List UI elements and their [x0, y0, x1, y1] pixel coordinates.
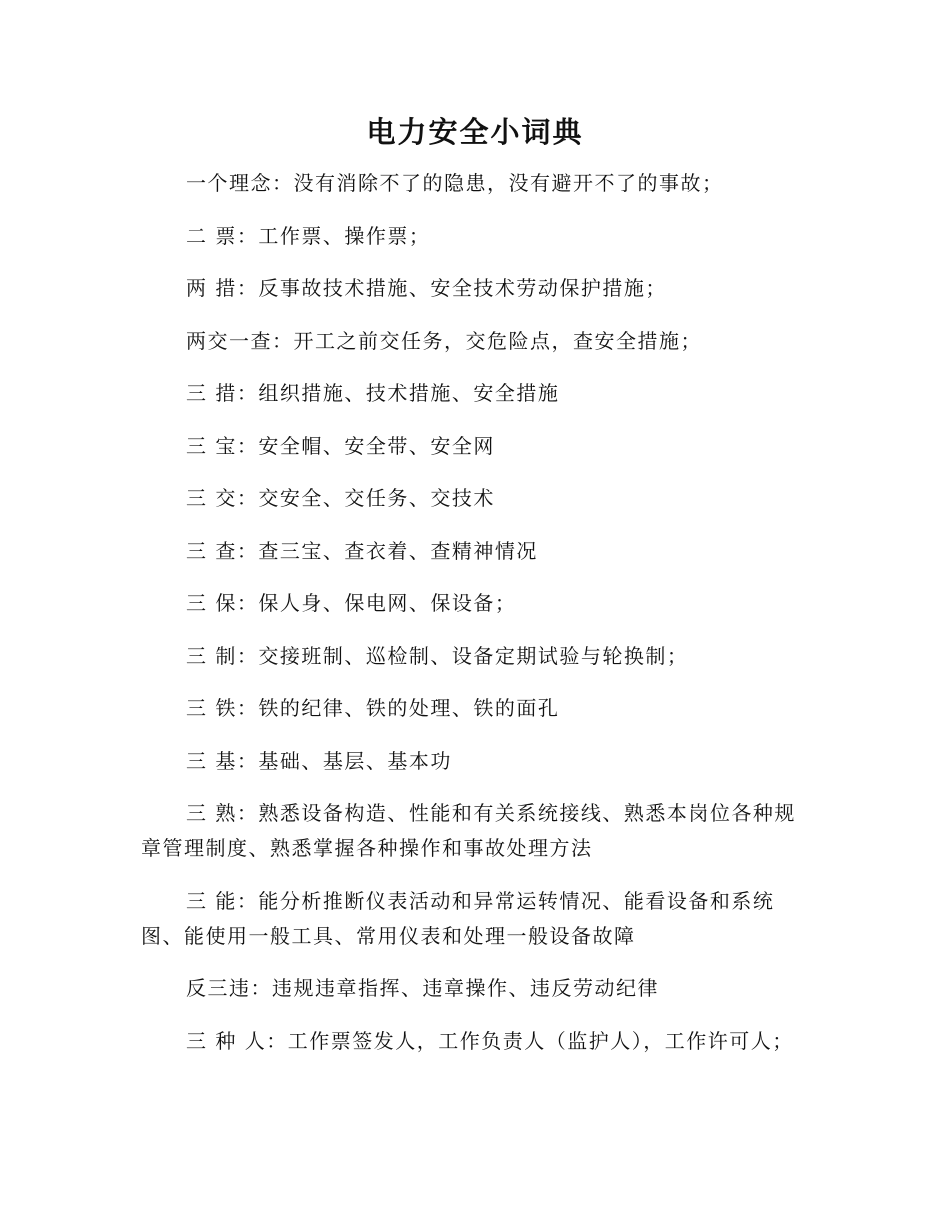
paragraph-three-familiar: 三 熟：熟悉设备构造、性能和有关系统接线、熟悉本岗位各种规章管理制度、熟悉掌握各种操作和事故处理方法 [141, 801, 796, 860]
paragraph-three-abilities: 三 能：能分析推断仪表活动和异常运转情况、能看设备和系统图、能使用一般工具、常用仪表和处理一般设备故障 [141, 888, 775, 948]
paragraph-two-tickets: 二 票：工作票、操作票； [186, 223, 431, 248]
paragraph-three-measures: 三 措：组织措施、技术措施、安全措施 [186, 381, 560, 405]
paragraph-three-systems: 三 制：交接班制、巡检制、设备定期试验与轮换制； [186, 643, 689, 668]
paragraph-three-basics: 三 基：基础、基层、基本功 [186, 748, 452, 773]
paragraph-three-treasures: 三 宝：安全帽、安全带、安全网 [186, 433, 495, 458]
paragraph-three-kinds-people: 三 种 人：工作票签发人，工作负责人（监护人），工作许可人； [186, 1028, 794, 1053]
paragraph-idea: 一个理念：没有消除不了的隐患，没有避开不了的事故； [186, 171, 724, 195]
paragraph-three-checks: 三 查：查三宝、查衣着、查精神情况 [186, 538, 538, 563]
paragraph-two-measures: 两 措：反事故技术措施、安全技术劳动保护措施； [186, 276, 667, 300]
paragraph-three-handovers: 三 交：交安全、交任务、交技术 [186, 486, 495, 510]
paragraph-three-iron: 三 铁：铁的纪律、铁的处理、铁的面孔 [186, 696, 560, 720]
paragraph-anti-three-violations: 反三违：违规违章指挥、违章操作、违反劳动纪律 [186, 976, 659, 1000]
document-body [141, 166, 811, 1076]
page-title: 电力安全小词典 [366, 115, 584, 149]
paragraph-two-hand-one-check: 两交一查：开工之前交任务，交危险点，查安全措施； [186, 328, 702, 353]
paragraph-three-protections: 三 保：保人身、保电网、保设备； [186, 591, 517, 615]
